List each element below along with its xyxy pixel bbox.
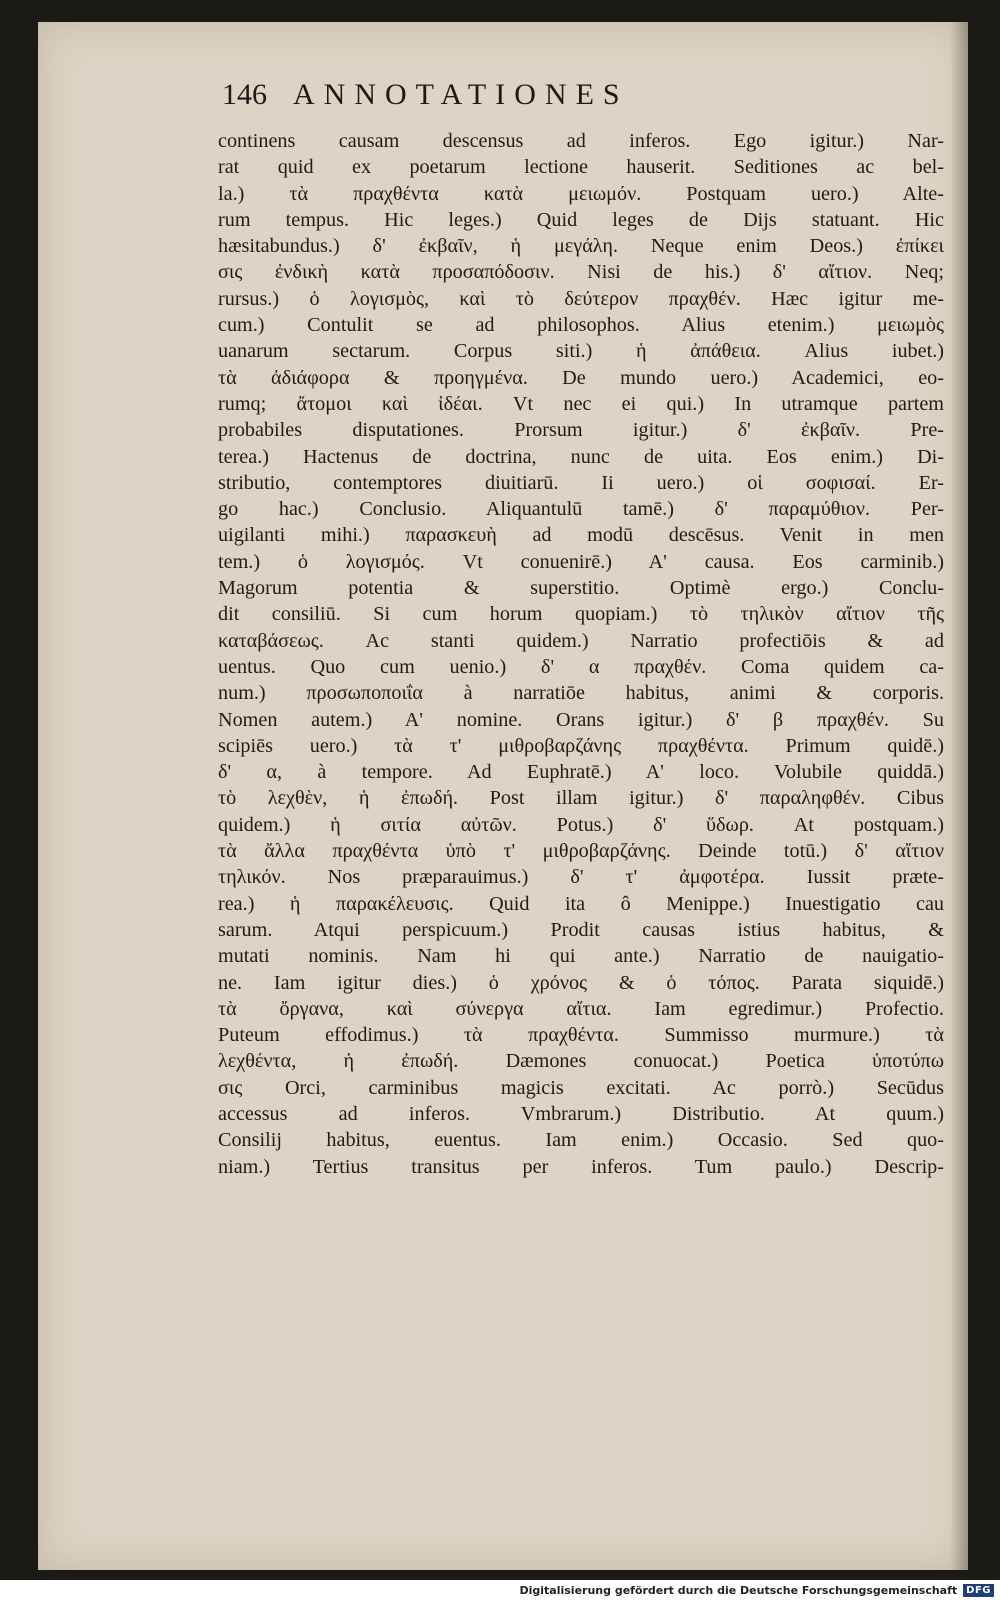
text-line: tem.) ὁ λογισμός. Vt conuenirē.) A' causa. Eos carminib.) bbox=[218, 550, 944, 573]
dfg-logo: DFG bbox=[963, 1584, 994, 1597]
running-head: ANNOTATIONES bbox=[293, 78, 629, 111]
text-line: τηλικόν. Nos præparauimus.) δ' τ' ἀμφοτέρα. Iussit præte- bbox=[218, 866, 944, 889]
text-line: rursus.) ὁ λογισμὸς, καὶ τὸ δεύτερον πραχθέν. Hæc igitur me- bbox=[218, 287, 944, 310]
text-line: stributio, contemptores diuitiarū. Ii uero.) οἱ σοφισαί. Er- bbox=[218, 471, 944, 494]
text-line: rea.) ἡ παρακέλευσις. Quid ita ô Menippe.) Inuestigatio cau bbox=[218, 892, 944, 915]
text-line: Nomen autem.) A' nomine. Orans igitur.) δ' β πραχθέν. Su bbox=[218, 708, 944, 731]
text-line: num.) προσωποποιΐα à narratiōe habitus, animi & corporis. bbox=[218, 682, 944, 705]
text-line: σις Orci, carminibus magicis excitati. Ac porrò.) Secūdus bbox=[218, 1076, 944, 1099]
text-line: probabiles disputationes. Prorsum igitur.) δ' ἐκβαῖν. Pre- bbox=[218, 419, 944, 442]
text-line: uentus. Quo cum uenio.) δ' α πραχθέν. Coma quidem ca- bbox=[218, 655, 944, 678]
page-edge-shadow bbox=[950, 22, 968, 1570]
text-line: go hac.) Conclusio. Aliquantulū tamē.) δ' παραμύθιον. Per- bbox=[218, 498, 944, 521]
text-line: Magorum potentia & superstitio. Optimè ergo.) Conclu- bbox=[218, 577, 944, 600]
text-line: τὸ λεχθὲν, ἡ ἐπωδή. Post illam igitur.) δ' παραληφθέν. Cibus bbox=[218, 787, 944, 810]
text-line: sarum. Atqui perspicuum.) Prodit causas istius habitus, & bbox=[218, 918, 944, 941]
footer-credit-bar bbox=[0, 1580, 1000, 1600]
text-line: mutati nominis. Nam hi qui ante.) Narratio de nauigatio- bbox=[218, 945, 944, 968]
page-header bbox=[222, 78, 832, 126]
text-line: rum tempus. Hic leges.) Quid leges de Dijs statuant. Hic bbox=[218, 208, 944, 231]
text-line: rat quid ex poetarum lectione hauserit. Seditiones ac bel- bbox=[218, 156, 944, 179]
text-line: ne. Iam igitur dies.) ὁ χρόνος & ὁ τόπος. Parata siquidē.) bbox=[218, 971, 944, 994]
text-line: λεχθέντα, ἡ ἐπωδή. Dæmones conuocat.) Poetica ὑποτύπω bbox=[218, 1050, 944, 1073]
text-line: uanarum sectarum. Corpus siti.) ἡ ἀπάθεια. Alius iubet.) bbox=[218, 340, 944, 363]
text-line: τὰ ὄργανα, καὶ σύνεργα αἴτια. Iam egredimur.) Profectio. bbox=[218, 997, 944, 1020]
text-line: σις ἐνδικὴ κατὰ προσαπόδοσιν. Nisi de his.) δ' αἴτιον. Neq; bbox=[218, 261, 944, 284]
page-number: 146 bbox=[222, 78, 267, 111]
text-line: niam.) Tertius transitus per inferos. Tum paulo.) Descrip- bbox=[218, 1155, 944, 1178]
text-line: continens causam descensus ad inferos. Ego igitur.) Nar- bbox=[218, 130, 944, 152]
text-line: Puteum effodimus.) τὰ πραχθέντα. Summisso murmure.) τὰ bbox=[218, 1024, 944, 1047]
text-line: terea.) Hactenus de doctrina, nunc de uita. Eos enim.) Di- bbox=[218, 445, 944, 468]
text-line: τὰ ἀδιάφορα & προηγμένα. De mundo uero.) Academici, eo- bbox=[218, 366, 944, 389]
text-line: accessus ad inferos. Vmbrarum.) Distributio. At quum.) bbox=[218, 1102, 944, 1125]
text-line: dit consiliū. Si cum horum quopiam.) τὸ τηλικὸν αἴτιον τῆς bbox=[218, 603, 944, 626]
text-line: la.) τὰ πραχθέντα κατὰ μειωμόν. Postquam uero.) Alte- bbox=[218, 182, 944, 205]
body-text bbox=[218, 128, 944, 1180]
text-line: scipiēs uero.) τὰ τ' μιθροβαρζάνης πραχθέντα. Primum quidē.) bbox=[218, 734, 944, 757]
text-line: Consilij habitus, euentus. Iam enim.) Occasio. Sed quo- bbox=[218, 1129, 944, 1152]
text-line: τὰ ἄλλα πραχθέντα ὑπὸ τ' μιθροβαρζάνης. Deinde totū.) δ' αἴτιον bbox=[218, 840, 944, 863]
text-line: καταβάσεως. Ac stanti quidem.) Narratio profectiōis & ad bbox=[218, 629, 944, 652]
footer-credit: Digitalisierung gefördert durch die Deutsche Forschungsgemeinschaft bbox=[519, 1583, 958, 1597]
text-line: uigilanti mihi.) παρασκευὴ ad modū descēsus. Venit in men bbox=[218, 524, 944, 547]
text-line: δ' α, à tempore. Ad Euphratē.) A' loco. Volubile quiddā.) bbox=[218, 761, 944, 784]
text-line: cum.) Contulit se ad philosophos. Alius etenim.) μειωμὸς bbox=[218, 314, 944, 337]
text-line: rumq; ἄτομοι καὶ ἰδέαι. Vt nec ei qui.) In utramque partem bbox=[218, 392, 944, 415]
text-line: hæsitabundus.) δ' ἐκβαῖν, ἡ μεγάλη. Neque enim Deos.) ἐπίκει bbox=[218, 235, 944, 258]
text-line: quidem.) ἡ σιτία αὐτῶν. Potus.) δ' ὕδωρ. At postquam.) bbox=[218, 813, 944, 836]
